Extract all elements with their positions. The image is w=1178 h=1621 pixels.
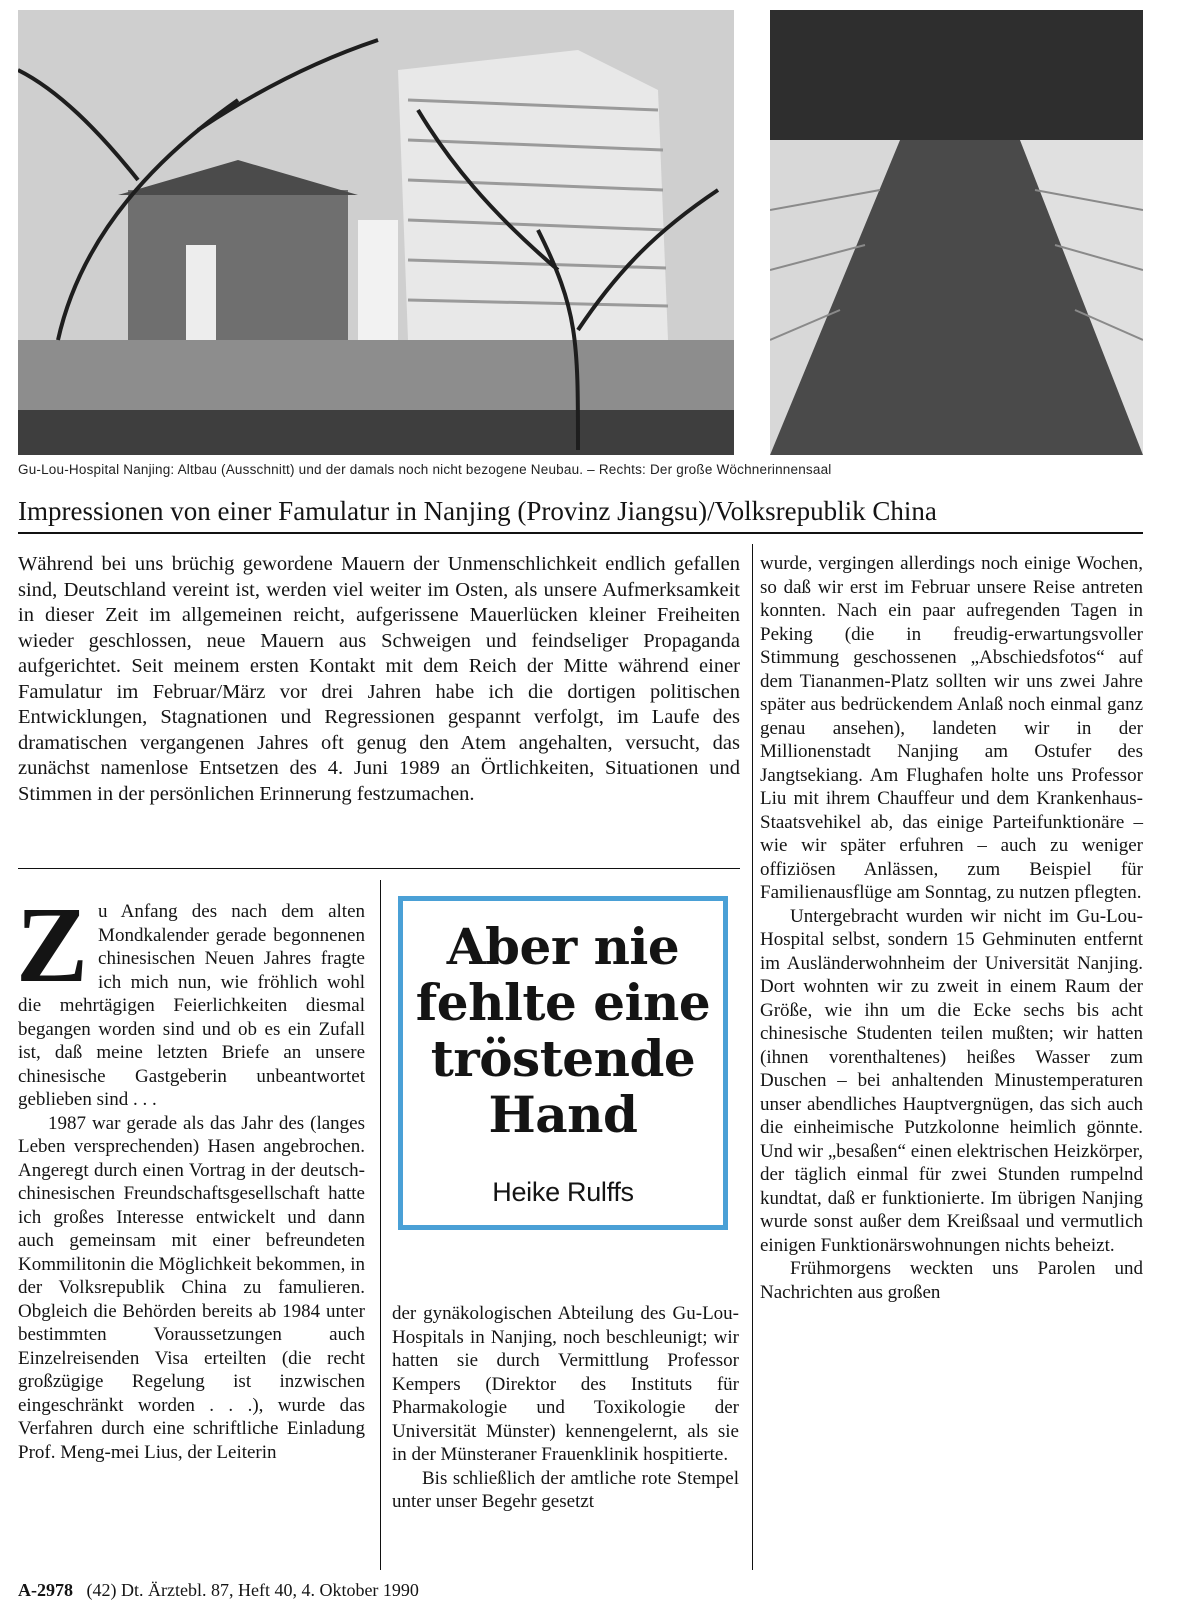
column-3-paragraph-1: wurde, vergingen allerdings noch einige Wochen, so daß wir erst im Februar unsere Reise antreten konnten. Nach ein paar aufregenden Tagen in Peking (die in freudig-erwartungsvoller Stimmung geschossenen „Abschiedsfotos“ auf dem Tiananmen-Platz sollten wir uns zwei Jahre später aus bedrückendem Anlaß noch einmal ganz genau ansehen), landeten wir in der Millionenstadt Nanjing am Ostufer des Jangtsekiang. Am Flughafen holte uns Professor Liu mit ihrem Chauffeur und dem Krankenhaus-Staatsvehikel ab, das einige Parteifunktionäre – wie wir später erfuhren – auch zu weniger offiziösen Anlässen, zum Beispiel für Familienausflüge am Sonntag, zu nutzen pflegten. bbox=[760, 553, 1143, 903]
column-1-paragraph-1 bbox=[16, 886, 365, 1112]
column-3-paragraph-3: Frühmorgens weckten uns Parolen und Nachrichten aus großen bbox=[760, 1258, 1143, 1303]
article-column-1 bbox=[16, 886, 365, 1464]
article-title: Aber nie fehlte eine tröstende Hand bbox=[415, 917, 711, 1144]
drop-cap: Z bbox=[16, 886, 89, 1005]
column-2-paragraph-2: Bis schließlich der amtliche rote Stempel unter unser Begehr gesetzt bbox=[392, 1467, 739, 1512]
article-column-2 bbox=[392, 1302, 739, 1514]
page-footer bbox=[18, 1580, 419, 1601]
title-box bbox=[398, 896, 728, 1230]
article-headline: Impressionen von einer Famulatur in Nanjing (Provinz Jiangsu)/Volksrepublik China bbox=[18, 494, 1143, 534]
hospital-photo bbox=[18, 10, 734, 455]
article-intro bbox=[18, 552, 740, 807]
intro-paragraph: Während bei uns brüchig gewordene Mauern der Unmenschlichkeit endlich gefallen sind, Deutschland vereint ist, werden viel weiter im Osten, als unsere Aufmerksamkeit in dieser Zeit im allgemeinen reicht, aufgerissene Mauerlücken kleiner Freiheiten wieder geschlossen, neue Mauern aus Schweigen und feindseliger Propaganda aufgerichtet. Seit meinem ersten Kontakt mit dem Reich der Mitte während einer Famulatur im Februar/März vor drei Jahren habe ich die dortigen politischen Entwicklungen, Stagnationen und Regressionen gespannt verfolgt, im Laufe des dramatischen vergangenen Jahres oft genug den Atem angehalten, versucht, das zunächst namenlose Entsetzen des 4. Juni 1989 an Örtlichkeiten, Situationen und Stimmen in der persönlichen Erinnerung festzumachen. bbox=[18, 553, 740, 805]
column-2-paragraph-1: der gynäkologischen Abteilung des Gu-Lou-Hospitals in Nanjing, noch beschleunigt; wir hatten sie durch Vermittlung Professor Kempers (Direktor des Instituts für Pharmakologie und Toxikologie der Universität Münster) kennengelernt, als sie in der Münsteraner Frauenklinik hospitierte. bbox=[392, 1303, 739, 1465]
column-1-paragraph-1-text: u Anfang des nach dem alten Mondkalender gerade begonnenen chinesischen Neuen Jahres fragte ich mich nun, wie fröhlich wohl die mehrtägigen Feierlichkeiten diesmal begangen worden sind und ob es ein Zufall ist, daß meine letzten Briefe an unsere chinesische Gastgeberin unbeantwortet geblieben sind . . . bbox=[18, 901, 365, 1110]
ward-photo bbox=[770, 10, 1143, 455]
citation: (42) Dt. Ärztebl. 87, Heft 40, 4. Oktober 1990 bbox=[86, 1580, 419, 1600]
intro-divider bbox=[18, 868, 740, 869]
column-divider-2 bbox=[752, 544, 753, 1570]
column-divider-1 bbox=[380, 880, 381, 1570]
column-1-paragraph-2: 1987 war gerade als das Jahr des (langes Leben versprechenden) Hasen angebrochen. Angeregt durch einen Vortrag in der deutsch-chinesischen Freundschaftsgesellschaft hatte ich großes Interesse entwickelt und dann auch gemeinsam mit einer befreundeten Kommilitonin die Möglichkeit bekommen, in der Volksrepublik China zu famulieren. Obgleich die Behörden bereits ab 1984 unter bestimmten Voraussetzungen auch Einzelreisenden Visa erteilten (die recht großzügige Regelung ist inzwischen eingeschränkt worden . . .), wurde das Verfahren durch eine schriftliche Einladung Prof. Meng-mei Lius, der Leiterin bbox=[18, 1112, 365, 1463]
article-column-3 bbox=[760, 552, 1143, 1304]
photo-caption: Gu-Lou-Hospital Nanjing: Altbau (Ausschnitt) und der damals noch nicht bezogene Neubau. – Rechts: Der große Wöchnerinnensaal bbox=[18, 462, 832, 477]
page-id: A-2978 bbox=[18, 1580, 73, 1600]
ward-photo-illustration bbox=[770, 10, 1143, 455]
article-author: Heike Rulffs bbox=[492, 1177, 634, 1207]
hospital-photo-illustration bbox=[18, 10, 734, 455]
column-3-paragraph-2: Untergebracht wurden wir nicht im Gu-Lou-Hospital selbst, sondern 15 Gehminuten entfernt im Ausländerwohnheim der Universität Nanjing. Dort wohnten wir zu zweit in einem Raum der Größe, wie ihn um die Ecke sechs bis acht chinesische Studenten teilen mußten; wir hatten (ihnen vorenthaltenes) heißes Wasser zum Duschen – bei anhaltenden Minustemperaturen unser abendliches Hauptvergnügen, das sich auch die einheimische Putzkolonne heimlich gönnte. Und wir „besaßen“ einen elektrischen Heizkörper, der täglich einmal für zwei Stunden rumpelnd kundtat, daß er funktionierte. Im übrigen Nanjing wurde sonst außer dem Kreißsaal und vermutlich einigen Funktionärswohnungen nichts beheizt. bbox=[760, 905, 1143, 1256]
